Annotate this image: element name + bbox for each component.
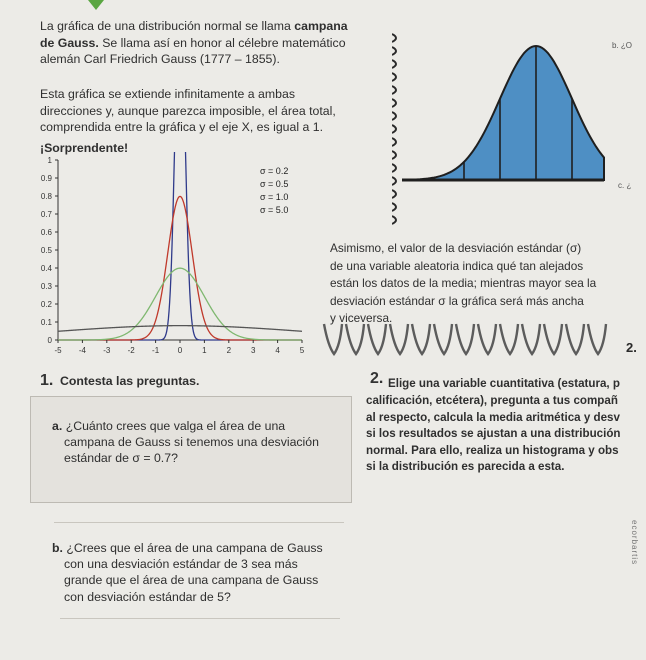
legend-entry: σ = 5.0 xyxy=(260,205,289,215)
x-tick-label: 4 xyxy=(275,346,280,355)
binding-ring xyxy=(390,324,408,354)
section2-line3: al respecto, calcula la media aritmética y desv xyxy=(366,410,620,424)
binding-ring xyxy=(500,324,518,354)
para2-line1: Esta gráfica se extiende infinitamente a ambas xyxy=(40,87,295,101)
spiral-binding xyxy=(318,320,618,360)
section2-instructions xyxy=(388,376,644,393)
question-b-letter: b. xyxy=(52,541,63,555)
right-para-line4: desviación estándar σ la gráfica será más ancha xyxy=(330,293,584,308)
section2-line5: normal. Para ello, realiza un histograma y obs xyxy=(366,443,619,457)
page-ribbon-marker xyxy=(88,0,104,10)
binding-ring xyxy=(544,324,562,354)
right-para-line1: Asimismo, el valor de la desviación estándar (σ) xyxy=(330,241,582,255)
right-para-line3: están los datos de la media; mientras mayor sea la xyxy=(330,276,597,290)
bell-label-b: b. ¿O xyxy=(612,41,633,50)
question-b xyxy=(52,540,352,605)
surprise-heading: ¡Sorprendente! xyxy=(40,141,129,155)
section2-body xyxy=(366,393,644,476)
para2-line2: direcciones y, aunque parezca imposible, el área total, xyxy=(40,103,336,118)
legend-entry: σ = 0.2 xyxy=(260,166,289,176)
std-dev-paragraph xyxy=(330,240,630,328)
section2-line6: si la distribución es parecida a esta. xyxy=(366,460,565,473)
binding-ring xyxy=(434,324,452,354)
x-tick-label: -4 xyxy=(78,346,86,355)
x-tick-label: 0 xyxy=(177,346,183,355)
right-para-line2: de una variable aleatoria indica qué tan alejados xyxy=(330,258,584,273)
y-tick-label: 0.8 xyxy=(40,192,52,201)
intro-line3: alemán Carl Friedrich Gauss (1777 – 1855). xyxy=(40,52,280,66)
para2-line3: comprendida entre la gráfica y el eje X, es igual a 1. xyxy=(40,120,323,134)
bell-label-c: c. ¿ xyxy=(618,181,632,190)
legend-entry: σ = 0.5 xyxy=(260,179,289,189)
section2-line2: calificación, etcétera), pregunta a tus compañ xyxy=(366,394,618,407)
question-a xyxy=(52,418,352,467)
section2-line1: Elige una variable cuantitativa (estatura, p xyxy=(388,377,620,390)
intro-line1: La gráfica de una distribución normal se llama xyxy=(40,19,295,33)
legend-entry: σ = 1.0 xyxy=(260,192,289,202)
intro-paragraph xyxy=(40,18,370,68)
section1-number: 1. xyxy=(40,372,54,389)
y-tick-label: 0.3 xyxy=(40,282,52,291)
question-a-line1: ¿Cuánto crees que valga el área de una xyxy=(65,419,286,433)
binding-ring xyxy=(324,324,342,354)
x-tick-label: 1 xyxy=(202,346,207,355)
y-tick-label: 0.2 xyxy=(40,300,52,309)
answer-line-b[interactable] xyxy=(60,618,340,619)
x-tick-label: -5 xyxy=(54,346,62,355)
intro-bold-gauss: de Gauss. xyxy=(40,35,99,50)
x-tick-label: 2 xyxy=(226,346,232,355)
y-tick-label: 0.5 xyxy=(40,246,52,255)
binding-ring xyxy=(456,324,474,354)
section2-line4: si los resultados se ajustan a una distribución xyxy=(366,427,621,440)
question-b-line2: con una desviación estándar de 3 sea más xyxy=(64,557,298,572)
question-b-line3: grande que el área de una campana de Gauss xyxy=(64,573,319,588)
binding-ring xyxy=(588,324,606,354)
section1-title: Contesta las preguntas. xyxy=(60,374,200,388)
chart-legend xyxy=(260,166,288,215)
binding-ring xyxy=(368,324,386,354)
intro-line2: Se llama así en honor al célebre matemático xyxy=(98,35,346,50)
area-paragraph xyxy=(40,86,360,136)
question-a-line3: estándar de σ = 0.7? xyxy=(64,451,178,466)
x-tick-label: -3 xyxy=(103,346,111,355)
y-tick-label: 0.1 xyxy=(40,318,52,327)
answer-line-a[interactable] xyxy=(54,522,344,523)
intro-bold-campana: campana xyxy=(294,19,348,33)
margin-vertical-text: ecorbartis xyxy=(630,520,639,566)
y-tick-label: 0.7 xyxy=(40,210,52,219)
y-tick-label: 0.9 xyxy=(40,174,52,183)
question-a-letter: a. xyxy=(52,419,63,433)
x-tick-label: 5 xyxy=(299,346,305,355)
section2-number: 2. xyxy=(370,370,384,387)
x-tick-label: -1 xyxy=(152,346,160,355)
y-tick-label: 0 xyxy=(47,336,52,345)
y-tick-label: 0.6 xyxy=(40,228,52,237)
binding-ring xyxy=(478,324,496,354)
question-b-line1: ¿Crees que el área de una campana de Gauss xyxy=(66,541,323,555)
binding-ring xyxy=(522,324,540,354)
x-tick-label: -2 xyxy=(127,346,135,355)
side-section-number: 2. xyxy=(626,340,637,355)
question-b-line4: con desviación estándar de 5? xyxy=(64,589,231,604)
bell-curve-figure xyxy=(392,30,646,230)
y-tick-label: 0.4 xyxy=(40,264,52,273)
y-tick-label: 1 xyxy=(47,156,52,165)
binding-ring xyxy=(346,324,364,354)
question-a-line2: campana de Gauss si tenemos una desviación xyxy=(64,435,319,450)
binding-ring xyxy=(566,324,584,354)
normal-distribution-chart xyxy=(30,152,320,360)
x-tick-label: 3 xyxy=(250,346,256,355)
binding-ring xyxy=(412,324,430,354)
curve-sigma-5 xyxy=(58,326,302,332)
right-para-line5: y viceversa. xyxy=(330,311,393,325)
